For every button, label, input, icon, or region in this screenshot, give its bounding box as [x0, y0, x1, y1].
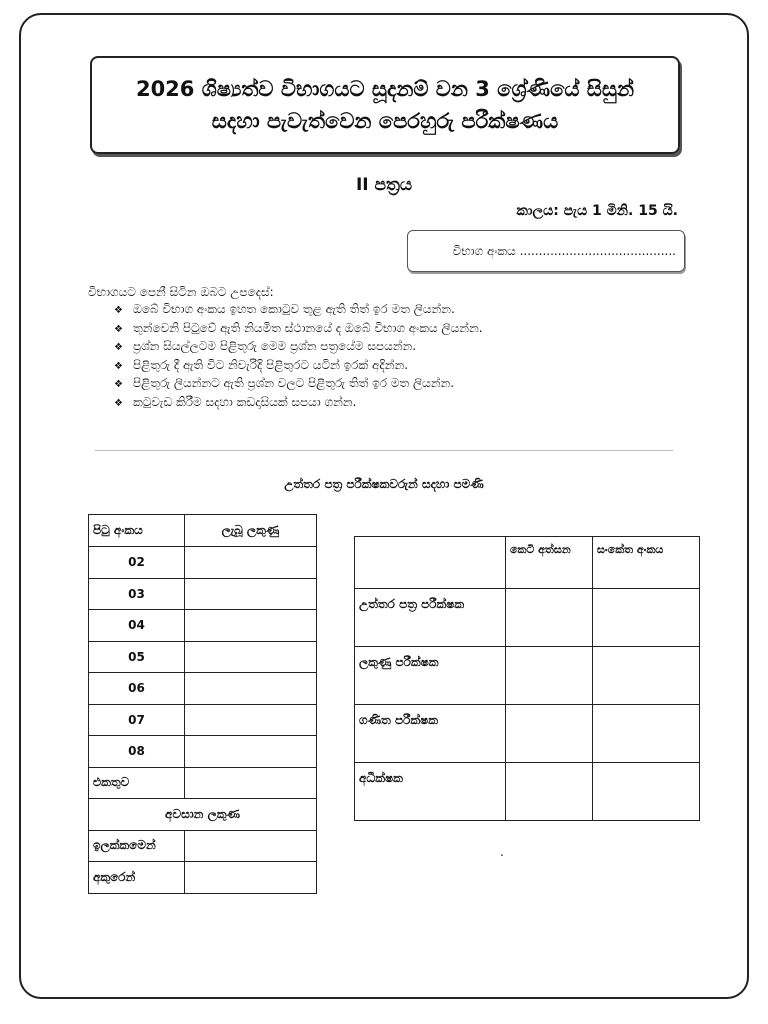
table-row: [355, 763, 700, 821]
signature-input-cell[interactable]: [506, 589, 593, 647]
marks-header-row: [89, 515, 317, 547]
final-marks-row: [89, 799, 317, 831]
page-number-cell: 02: [89, 547, 185, 579]
duration: කාලය: පැය 1 මිනි. 15 යි.: [516, 203, 678, 219]
final-marks-label: අවසාන ලකුණ: [89, 799, 317, 831]
role-header: [355, 537, 506, 589]
marks-obtained-header: ලැබූ ලකුණු: [185, 515, 317, 547]
instructions-heading: විභාගයට පෙනී සිටින ඔබට උපදෙස්:: [88, 285, 274, 299]
instruction-item: ❖ පිළිතුරු ලියන්නට ඇති ප්‍රශ්න වලට පිළිතුරු තිත් ඉර මත ලියන්න.: [114, 375, 728, 394]
marks-input-cell[interactable]: [185, 673, 317, 705]
table-row: [89, 736, 317, 768]
page-number-cell: 03: [89, 578, 185, 610]
total-row: [89, 767, 317, 799]
table-row: [89, 547, 317, 579]
role-label: අධීක්ෂක: [355, 763, 506, 821]
marks-input-cell[interactable]: [185, 736, 317, 768]
divider: [95, 450, 673, 451]
marks-input-cell[interactable]: [185, 547, 317, 579]
paper-label: II පත්‍රය: [355, 175, 413, 195]
instructions-list: [88, 301, 728, 412]
page-number-cell: 05: [89, 641, 185, 673]
signature-input-cell[interactable]: [506, 705, 593, 763]
in-words-row: [89, 862, 317, 894]
signature-header: කෙටි අත්සන: [506, 537, 593, 589]
marks-input-cell[interactable]: [185, 578, 317, 610]
table-row: [89, 673, 317, 705]
title-line-1: 2026 ශිෂ්‍යත්ව විභාගයට සූදනම් වන 3 ශ්‍රේණියේ සිසුන්: [135, 77, 635, 101]
title-box: [90, 56, 680, 154]
examiners-heading: උත්තර පත්‍ර පරීක්ෂකවරුන් සදහා පමණි: [284, 477, 484, 491]
total-label: එකතුව: [89, 767, 185, 799]
index-number-box[interactable]: [407, 230, 685, 272]
code-number-input-cell[interactable]: [593, 589, 700, 647]
table-row: [355, 589, 700, 647]
role-label: ගණිත පරීක්ෂක: [355, 705, 506, 763]
code-number-header: සංකේත අංකය: [593, 537, 700, 589]
page-number-cell: 08: [89, 736, 185, 768]
marks-input-cell[interactable]: [185, 610, 317, 642]
instructions: [88, 283, 728, 412]
instruction-item: ❖ තුන්වෙනි පිටුවේ ඇති නියමිත ස්ථානයේ ද ඔබේ විභාග අංකය ලියන්න.: [114, 320, 728, 339]
in-numbers-input-cell[interactable]: [185, 830, 317, 862]
marks-input-cell[interactable]: [185, 704, 317, 736]
table-row: [89, 610, 317, 642]
marks-table: [88, 514, 317, 894]
marks-input-cell[interactable]: [185, 641, 317, 673]
in-numbers-label: ඉලක්කමෙන්: [89, 830, 185, 862]
signature-input-cell[interactable]: [506, 763, 593, 821]
instruction-item: ❖ ප්‍රශ්න සියල්ලටම පිළිතුරු මෙම ප්‍රශ්න පත්‍රයේම සපයන්න.: [114, 338, 728, 357]
table-row: [89, 641, 317, 673]
table-row: [355, 705, 700, 763]
instruction-item: ❖ ඔබේ විභාග අංකය ඉහත කොටුව තුළ ඇති තිත් ඉර මත ලියන්න.: [114, 301, 728, 320]
examiner-signature-table: [354, 536, 700, 821]
code-number-input-cell[interactable]: [593, 705, 700, 763]
role-label: ලකුණු පරීක්ෂක: [355, 647, 506, 705]
code-number-input-cell[interactable]: [593, 647, 700, 705]
code-number-input-cell[interactable]: [593, 763, 700, 821]
table-row: [355, 647, 700, 705]
total-input-cell[interactable]: [185, 767, 317, 799]
in-numbers-row: [89, 830, 317, 862]
table-row: [89, 578, 317, 610]
title-line-2: සදහා පැවැත්වෙන පෙරහුරු පරීක්ෂණය: [211, 109, 559, 133]
page-number-cell: 07: [89, 704, 185, 736]
in-words-input-cell[interactable]: [185, 862, 317, 894]
page-number-header: පිටු අංකය: [89, 515, 185, 547]
table-row: [89, 704, 317, 736]
page-number-cell: 06: [89, 673, 185, 705]
signature-input-cell[interactable]: [506, 647, 593, 705]
role-label: උත්තර පත්‍ර පරීක්ෂක: [355, 589, 506, 647]
in-words-label: අකුරෙන්: [89, 862, 185, 894]
instruction-item: ❖ කටුවැඩ කිරීම සදහා කඩදාසියක් සපයා ගන්න.: [114, 394, 728, 413]
instruction-item: ❖ පිළිතුරු දී ඇති විට නිවැරිදි පිළිතුරට යටින් ඉරක් අදින්න.: [114, 357, 728, 376]
page-number-cell: 04: [89, 610, 185, 642]
stray-mark: .: [500, 845, 504, 859]
signature-header-row: [355, 537, 700, 589]
index-number-field: විභාග අංකය .........................................: [452, 243, 676, 258]
